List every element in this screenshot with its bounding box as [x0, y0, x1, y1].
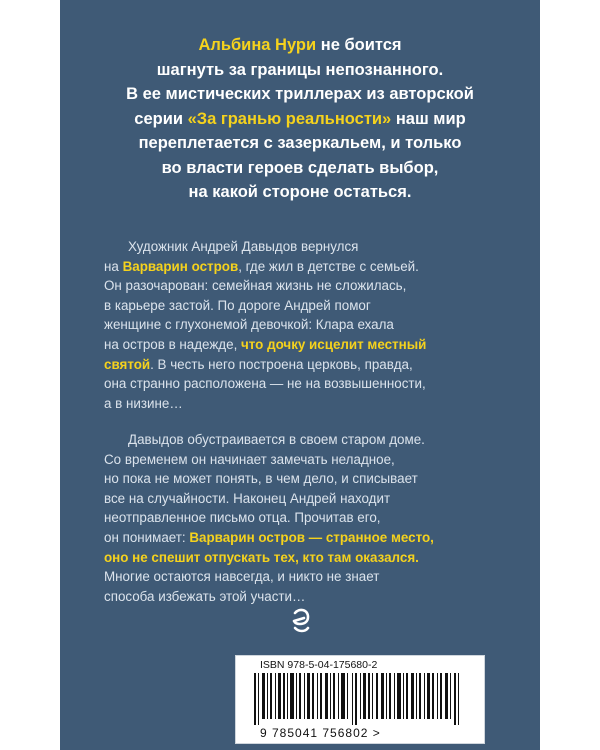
book-back-cover	[60, 0, 540, 750]
barcode-label	[235, 655, 485, 744]
barcode-number: 9 785041 756802 >	[260, 726, 381, 740]
highlight-text: Варварин остров — странное место,	[189, 529, 434, 545]
text-line	[104, 548, 504, 568]
intro-line: шагнуть за границы непознанного.	[156, 60, 444, 79]
isbn-text: ISBN 978-5-04-175680-2	[260, 659, 378, 671]
intro-blurb	[60, 33, 540, 205]
text-line: Многие остаются навсегда, и никто не знает	[104, 569, 380, 585]
eksmo-logo-icon	[291, 607, 311, 635]
text-line: она странно расположена — не на возвышенности,	[104, 376, 426, 392]
text-line: Художник Андрей Давыдов вернулся	[128, 239, 359, 254]
text-line: Давыдов обустраивается в своем старом доме.	[128, 432, 425, 447]
text-line: на остров в надежде, что дочку исцелит местный	[104, 336, 427, 352]
author-name: Альбина Нури	[198, 36, 317, 54]
text-line: в карьере застой. По дороге Андрей помог	[104, 297, 371, 313]
intro-line: во власти героев сделать выбор,	[161, 158, 439, 177]
text-line: а в низине…	[104, 395, 183, 411]
text-line: Со временем он начинает замечать неладное,	[104, 451, 395, 467]
intro-line: переплетается с зазеркальем, и только	[138, 134, 462, 152]
text-line: он понимает: Варварин остров — странное место,	[104, 529, 434, 545]
intro-line: серии «За гранью реальности» наш мир	[134, 109, 466, 128]
text-line: женщине с глухонемой девочкой: Клара ехала	[104, 317, 394, 333]
text-line: все на случайности. Наконец Андрей находит	[104, 490, 391, 506]
synopsis-paragraph-2	[104, 430, 504, 606]
text-line: но пока не может понять, в чем дело, и списывает	[104, 471, 418, 487]
highlight-text: Варварин остров	[122, 258, 239, 274]
intro-line: Альбина Нури не боится	[198, 36, 402, 54]
highlight-text: что дочку исцелит местный	[241, 336, 427, 352]
highlight-text: святой	[104, 356, 151, 372]
text-line: способа избежать этой участи…	[104, 588, 306, 604]
series-name: «За гранью реальности»	[187, 109, 392, 128]
synopsis-paragraph-1	[104, 237, 504, 413]
text-line: Он разочарован: семейная жизнь не сложилась,	[104, 278, 407, 294]
text-line: на Варварин остров, где жил в детстве с семьей.	[104, 258, 419, 274]
text-line: неотправленное письмо отца. Прочитав его,	[104, 510, 381, 526]
intro-line: В ее мистических триллерах из авторской	[126, 85, 474, 103]
text-line: святой. В честь него построена церковь, правда,	[104, 356, 413, 372]
intro-line: на какой стороне остаться.	[188, 183, 412, 201]
highlight-text: оно не спешит отпускать тех, кто там оказался.	[104, 549, 419, 565]
barcode-bars	[254, 673, 468, 725]
